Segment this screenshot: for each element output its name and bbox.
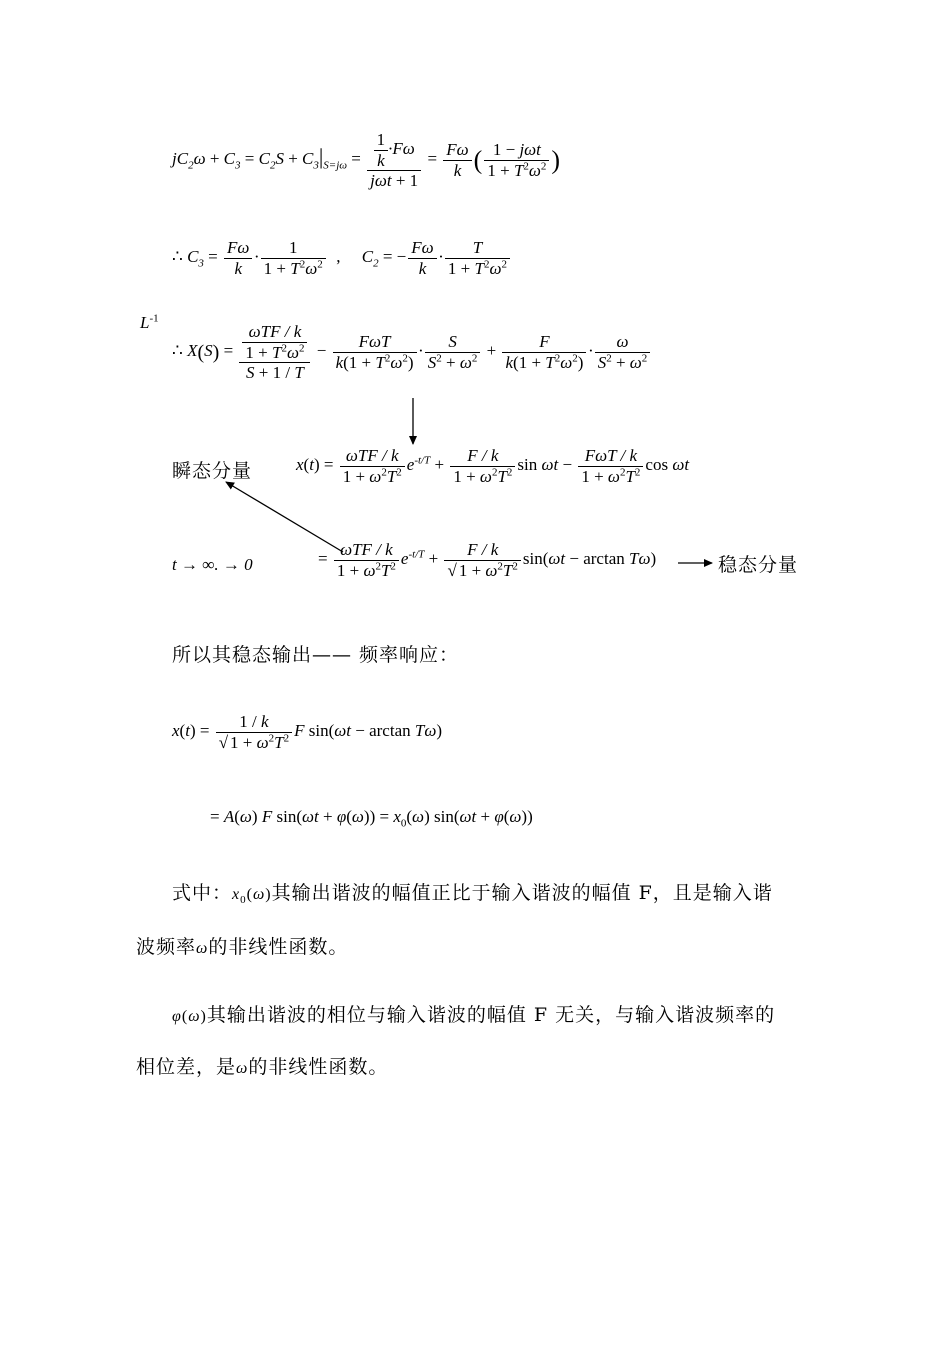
equation-c2-c3-relation: $jC_2\omega + C_3 = C_2S + C_3|_{S=j\omega}$ = $\frac{1}{k}$ ·Fω jωt + 1 = $\frac{F\omega}{k}$ ( $\frac{\text{1 − jωt}}{1 + T^2\omega^2}$ ): [172, 130, 561, 191]
steady-output-heading: 所以其稳态输出—— 频率响应：: [172, 644, 460, 666]
steady-component-label: 稳态分量: [718, 554, 799, 576]
diagonal-arrow-to-transient: [226, 482, 343, 552]
equation-steady-limit: = $\frac{\text{ωTF / k}}{1 + \omega^2T^2}$ $e^{-t/T}$ + $\frac{F / k}{√ 1 + \omega^2T^2}$ sin(ωt − arctan Tω): [318, 540, 657, 580]
equation-time-response: x(t) = $\frac{\text{ωTF / k}}{1 + \omega^2T^2}$ $e^{-t/T}$ + $\frac{F / k}{1 + \omega^2T^2}$ sin ωt − $\frac{\text{FωT / k}}{1 + \omega^2T^2}$ cos ωt: [296, 446, 690, 486]
equation-c3-c2-values: ∴ $C_3$ = $\frac{F\omega}{k}$ · $\frac{1}{1 + T^2\omega^2}$ , $C_2$ = − $\frac{F\omega}{k}$ · $\frac{T}{1 + T^2\omega^2}$: [172, 238, 512, 278]
equation-frequency-response: x(t) = $\frac{1 / k}{√ 1 + \omega^2T^2}$ F sin(ωt − arctan Tω): [172, 712, 442, 752]
equation-amplitude-phase: = A(ω) F $\sin(\omega t + \varphi(\omega)) = x_0(\omega) \sin(\omega t + \varphi(\omega))$: [210, 807, 533, 830]
limit-condition: t → ∞. → 0: [172, 555, 253, 574]
paragraph-amplitude-line2: 波频率ω的非线性函数。: [136, 936, 349, 958]
paragraph-amplitude-line1: 式中：$x_0(\omega)$其输出谐波的幅值正比于输入谐波的幅值 F，且是输入谐: [172, 882, 773, 907]
paragraph-phase-line1: φ(ω)其输出谐波的相位与输入谐波的幅值 F 无关，与输入谐波频率的: [172, 1004, 776, 1026]
equation-laplace-xs: ∴ X(S) = $\frac{\frac{\text{ωTF / k}}{1 + T^2\omega^2}}{S + 1 / T}$ − $\frac{\text{FωT}}{k(1 + T^2\omega^2)}$ · $\frac{S}{S^2 + \omega^2}$ + $\frac{F}{k(1 + T^2\omega^2)}$ · $\frac{\omega}{S^2 + \omega^2}$: [172, 322, 652, 383]
laplace-inverse-label: $L^{-1}$: [140, 312, 159, 332]
transient-component-label: 瞬态分量: [172, 460, 253, 482]
paragraph-phase-line2: 相位差，是ω的非线性函数。: [136, 1056, 389, 1078]
